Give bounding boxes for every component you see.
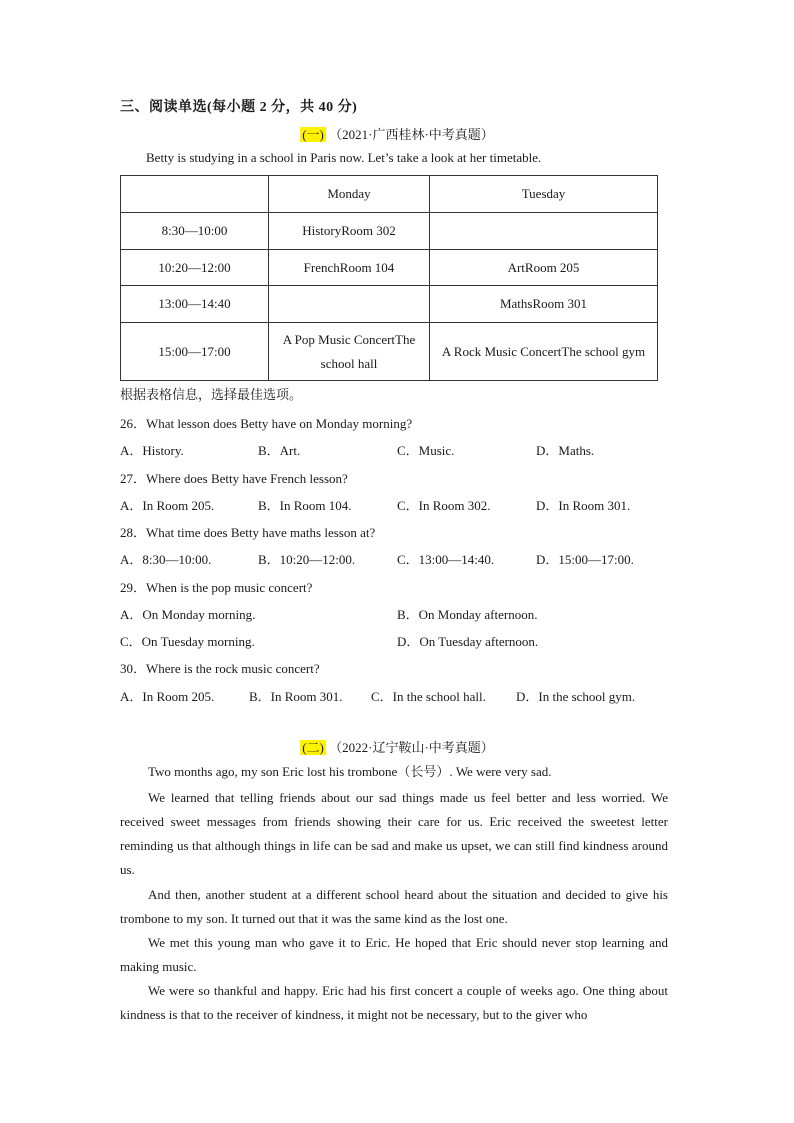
option-c[interactable]: C．In the school hall. <box>371 689 486 704</box>
paragraph: And then, another student at a different school heard about the situation and decided to give his trombone to my son. It turned out that it was the same kind as the lost one. <box>120 887 668 926</box>
option-b[interactable]: B．10:20—12:00. <box>258 552 356 567</box>
question-stem: 28．What time does Betty have maths lesson at? <box>120 525 376 540</box>
option-d[interactable]: D．Maths. <box>536 443 595 458</box>
table-cell: 8:30—10:00 <box>121 213 269 250</box>
passage2-mark: (二) <box>302 740 324 755</box>
instruction: 根据表格信息，选择最佳选项。 <box>120 387 303 402</box>
option-c[interactable]: C．On Tuesday morning. <box>120 634 255 649</box>
table-cell: FrenchRoom 104 <box>269 250 430 286</box>
question-stem: 30．Where is the rock music concert? <box>120 661 320 676</box>
passage1-source: （2021·广西桂林·中考真题） <box>329 127 494 142</box>
table-header-cell: Tuesday <box>430 176 658 213</box>
timetable <box>120 175 658 381</box>
table-row <box>121 323 658 381</box>
option-a[interactable]: A．On Monday morning. <box>120 607 256 622</box>
table-cell <box>269 286 430 323</box>
option-a[interactable]: A．History. <box>120 443 184 458</box>
table-cell: 13:00—14:40 <box>121 286 269 323</box>
option-a[interactable]: A．In Room 205. <box>120 498 215 513</box>
paragraph: We met this young man who gave it to Eric. He hoped that Eric should never stop learning and making music. <box>120 935 668 974</box>
option-a[interactable]: A．8:30—10:00. <box>120 552 212 567</box>
table-row <box>121 286 658 323</box>
table-cell: HistoryRoom 302 <box>269 213 430 250</box>
table-header-cell: Monday <box>269 176 430 213</box>
table-row <box>121 250 658 286</box>
option-d[interactable]: D．In the school gym. <box>516 689 636 704</box>
option-b[interactable]: B．In Room 104. <box>258 498 352 513</box>
table-cell: MathsRoom 301 <box>430 286 658 323</box>
option-b[interactable]: B．In Room 301. <box>249 689 343 704</box>
section-title: 三、阅读单选(每小题 2 分，共 40 分) <box>120 100 358 115</box>
table-cell: A Pop Music ConcertThe school hall <box>269 323 430 381</box>
option-d[interactable]: D．15:00—17:00. <box>536 552 634 567</box>
option-d[interactable]: D．On Tuesday afternoon. <box>397 634 539 649</box>
passage1-mark: (一) <box>302 127 324 142</box>
table-cell: ArtRoom 205 <box>430 250 658 286</box>
option-c[interactable]: C．Music. <box>397 443 455 458</box>
passage2-source: （2022·辽宁鞍山·中考真题） <box>329 740 494 755</box>
passage1-source-line <box>0 124 794 143</box>
option-d[interactable]: D．In Room 301. <box>536 498 631 513</box>
paragraph: We learned that telling friends about our sad things made us feel better and less worried. We received sweet messages from friends showing their care for us. Eric received the sweetest letter reminding us that although things in life can be sad and make us upset, we can still find kindness around us. <box>120 790 668 877</box>
table-header-cell <box>121 176 269 213</box>
paragraph: We were so thankful and happy. Eric had his first concert a couple of weeks ago. One thing about kindness is that to the receiver of kindness, it might not be necessary, but to the giver who <box>120 983 668 1022</box>
table-row <box>121 176 658 213</box>
table-cell: 15:00—17:00 <box>121 323 269 381</box>
table-row <box>121 213 658 250</box>
question-stem: 29．When is the pop music concert? <box>120 580 313 595</box>
option-b[interactable]: B．Art. <box>258 443 301 458</box>
question-stem: 27．Where does Betty have French lesson? <box>120 471 348 486</box>
passage1-intro: Betty is studying in a school in Paris now. Let’s take a look at her timetable. <box>146 150 542 165</box>
table-cell: 10:20—12:00 <box>121 250 269 286</box>
table-cell <box>430 213 658 250</box>
table-cell: A Rock Music ConcertThe school gym <box>430 323 658 381</box>
passage2-source-line <box>0 737 794 756</box>
option-c[interactable]: C．In Room 302. <box>397 498 491 513</box>
option-b[interactable]: B．On Monday afternoon. <box>397 607 538 622</box>
option-a[interactable]: A．In Room 205. <box>120 689 215 704</box>
question-stem: 26．What lesson does Betty have on Monday morning? <box>120 416 413 431</box>
option-c[interactable]: C．13:00—14:40. <box>397 552 495 567</box>
paragraph: Two months ago, my son Eric lost his trombone（长号）. We were very sad. <box>148 764 552 779</box>
